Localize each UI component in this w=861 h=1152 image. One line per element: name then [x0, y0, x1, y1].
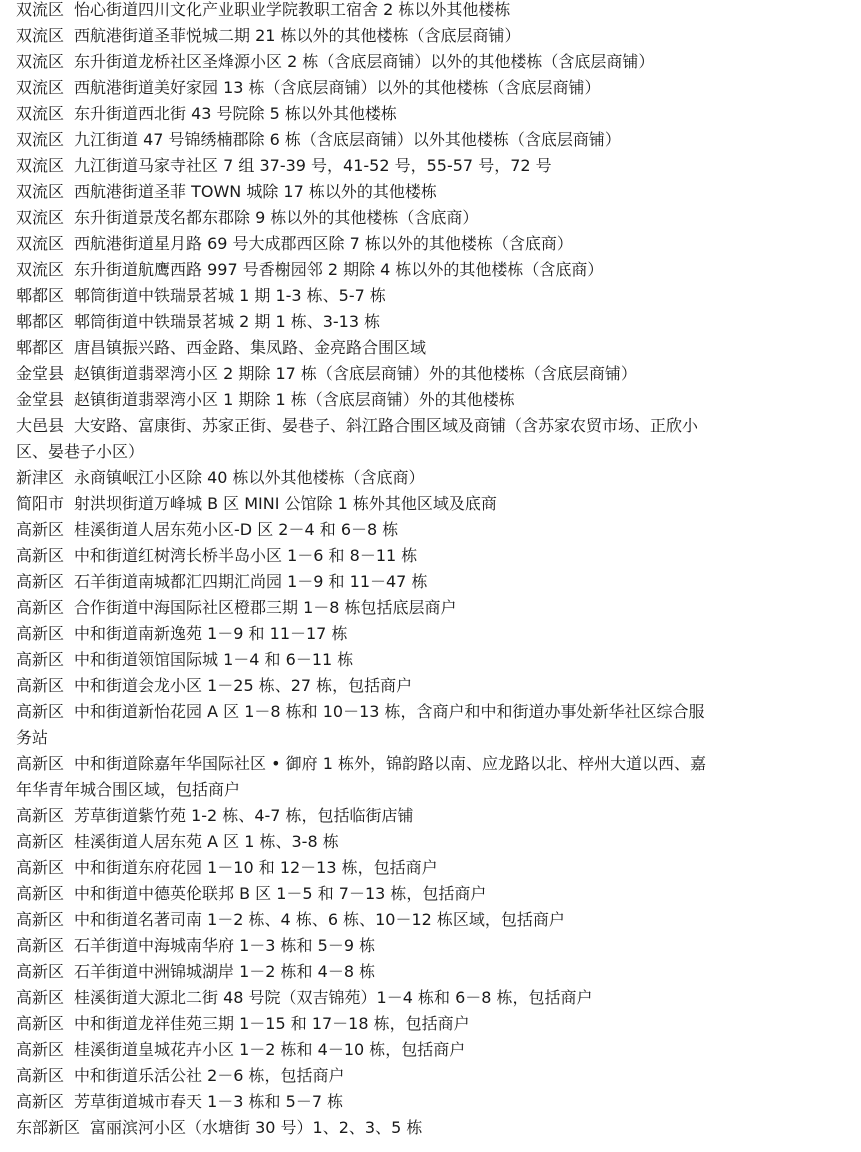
list-item [16, 309, 846, 335]
list-item [16, 387, 846, 413]
district-label: 高新区 [16, 702, 65, 721]
list-item [16, 1037, 846, 1063]
area-description: 东升街道景茂名都东郡除 9 栋以外的其他楼栋（含底商） [74, 208, 479, 227]
district-label: 新津区 [16, 468, 65, 487]
area-description: 东升街道龙桥社区圣烽源小区 2 栋（含底层商铺）以外的其他楼栋（含底层商铺） [74, 52, 655, 71]
area-description: 东升街道航鹰西路 997 号香榭园邻 2 期除 4 栋以外的其他楼栋（含底商） [74, 260, 604, 279]
district-label: 双流区 [16, 182, 65, 201]
district-label: 双流区 [16, 78, 65, 97]
list-item [16, 127, 846, 153]
list-item [16, 517, 846, 543]
district-label: 高新区 [16, 962, 65, 981]
district-label: 高新区 [16, 884, 65, 903]
district-label: 双流区 [16, 0, 65, 19]
area-description: 九江街道 47 号锦绣楠郡除 6 栋（含底层商铺）以外其他楼栋（含底层商铺） [74, 130, 621, 149]
district-label: 金堂县 [16, 364, 65, 383]
area-description: 中和街道乐活公社 2－6 栋，包括商户 [74, 1066, 345, 1085]
list-item [16, 23, 846, 49]
area-description: 中和街道中德英伦联邦 B 区 1－5 和 7－13 栋，包括商户 [74, 884, 487, 903]
district-label: 双流区 [16, 52, 65, 71]
area-description: 唐昌镇振兴路、西金路、集凤路、金亮路合围区域 [74, 338, 427, 357]
list-item [16, 595, 846, 621]
list-item [16, 959, 846, 985]
list-item [16, 933, 846, 959]
district-label: 郫都区 [16, 338, 65, 357]
district-label: 高新区 [16, 1092, 65, 1111]
district-label: 高新区 [16, 988, 65, 1007]
area-description: 桂溪街道人居东苑小区-D 区 2－4 和 6－8 栋 [74, 520, 399, 539]
district-label: 高新区 [16, 676, 65, 695]
district-label: 东部新区 [16, 1118, 81, 1137]
area-description: 西航港街道美好家园 13 栋（含底层商铺）以外的其他楼栋（含底层商铺） [74, 78, 601, 97]
area-description: 赵镇街道翡翠湾小区 1 期除 1 栋（含底层商铺）外的其他楼栋 [74, 390, 515, 409]
area-description: 永商镇岷江小区除 40 栋以外其他楼栋（含底商） [74, 468, 425, 487]
area-description: 桂溪街道人居东苑 A 区 1 栋、3-8 栋 [74, 832, 339, 851]
district-label: 高新区 [16, 546, 65, 565]
area-description: 大安路、富康街、苏家正街、晏巷子、斜江路合围区域及商铺（含苏家农贸市场、正欣小区、晏巷子小区） [16, 416, 699, 461]
area-description: 中和街道东府花园 1－10 和 12－13 栋，包括商户 [74, 858, 438, 877]
area-description: 中和街道红树湾长桥半岛小区 1－6 和 8－11 栋 [74, 546, 418, 565]
district-label: 高新区 [16, 1066, 65, 1085]
district-label: 大邑县 [16, 416, 65, 435]
list-item [16, 413, 716, 465]
district-label: 双流区 [16, 260, 65, 279]
area-description: 中和街道名著司南 1－2 栋、4 栋、6 栋、10－12 栋区域，包括商户 [74, 910, 565, 929]
district-label: 高新区 [16, 806, 65, 825]
area-description: 桂溪街道大源北二街 48 号院（双吉锦苑）1－4 栋和 6－8 栋，包括商户 [74, 988, 593, 1007]
area-description: 九江街道马家寺社区 7 组 37-39 号，41-52 号，55-57 号，72 号 [74, 156, 552, 175]
area-description: 石羊街道中洲锦城湖岸 1－2 栋和 4－8 栋 [74, 962, 376, 981]
area-description: 石羊街道南城都汇四期汇尚园 1－9 和 11－47 栋 [74, 572, 428, 591]
list-item [16, 361, 846, 387]
list-item [16, 335, 846, 361]
district-label: 高新区 [16, 1014, 65, 1033]
list-item [16, 803, 846, 829]
list-item [16, 75, 846, 101]
area-description: 中和街道领馆国际城 1－4 和 6－11 栋 [74, 650, 354, 669]
district-label: 郫都区 [16, 312, 65, 331]
district-label: 双流区 [16, 130, 65, 149]
district-label: 高新区 [16, 572, 65, 591]
district-label: 高新区 [16, 936, 65, 955]
area-description: 芳草街道城市春天 1－3 栋和 5－7 栋 [74, 1092, 344, 1111]
area-description: 中和街道新怡花园 A 区 1－8 栋和 10－13 栋，含商户和中和街道办事处新华社区综合服务站 [16, 702, 705, 747]
list-item [16, 1011, 846, 1037]
list-item [16, 205, 846, 231]
list-item [16, 153, 846, 179]
area-description: 郫筒街道中铁瑞景茗城 1 期 1-3 栋、5-7 栋 [74, 286, 386, 305]
district-label: 双流区 [16, 156, 65, 175]
area-description: 中和街道会龙小区 1－25 栋、27 栋，包括商户 [74, 676, 413, 695]
list-item [16, 621, 846, 647]
area-description: 赵镇街道翡翠湾小区 2 期除 17 栋（含底层商铺）外的其他楼栋（含底层商铺） [74, 364, 637, 383]
district-label: 高新区 [16, 910, 65, 929]
area-description: 怡心街道四川文化产业职业学院教职工宿舍 2 栋以外其他楼栋 [74, 0, 511, 19]
list-item [16, 1063, 846, 1089]
list-item [16, 855, 846, 881]
district-label: 高新区 [16, 624, 65, 643]
area-description: 西航港街道星月路 69 号大成郡西区除 7 栋以外的其他楼栋（含底商） [74, 234, 573, 253]
area-description: 桂溪街道皇城花卉小区 1－2 栋和 4－10 栋，包括商户 [74, 1040, 466, 1059]
district-label: 金堂县 [16, 390, 65, 409]
list-item [16, 101, 846, 127]
list-item [16, 907, 846, 933]
district-label: 高新区 [16, 650, 65, 669]
district-label: 高新区 [16, 832, 65, 851]
area-description: 中和街道除嘉年华国际社区 • 御府 1 栋外，锦韵路以南、应龙路以北、梓州大道以西、嘉年华青年城合围区域，包括商户 [16, 754, 706, 799]
area-description: 中和街道龙祥佳苑三期 1－15 和 17－18 栋，包括商户 [74, 1014, 470, 1033]
area-description: 中和街道南新逸苑 1－9 和 11－17 栋 [74, 624, 348, 643]
district-label: 高新区 [16, 598, 65, 617]
district-label: 高新区 [16, 754, 65, 773]
area-description: 郫筒街道中铁瑞景茗城 2 期 1 栋、3-13 栋 [74, 312, 381, 331]
district-label: 简阳市 [16, 494, 65, 513]
list-item [16, 699, 716, 751]
area-description: 西航港街道圣菲 TOWN 城除 17 栋以外的其他楼栋 [74, 182, 437, 201]
district-label: 双流区 [16, 234, 65, 253]
list-item [16, 647, 846, 673]
list-item [16, 465, 846, 491]
list-item [16, 257, 846, 283]
list-item [16, 179, 846, 205]
district-label: 高新区 [16, 520, 65, 539]
list-item [16, 569, 846, 595]
list-item [16, 1089, 846, 1115]
district-label: 双流区 [16, 104, 65, 123]
district-label: 高新区 [16, 1040, 65, 1059]
area-description: 合作街道中海国际社区橙郡三期 1－8 栋包括底层商户 [74, 598, 457, 617]
list-item [16, 673, 846, 699]
list-item [16, 829, 846, 855]
area-description: 东升街道西北街 43 号院除 5 栋以外其他楼栋 [74, 104, 397, 123]
district-label: 双流区 [16, 26, 65, 45]
district-label: 郫都区 [16, 286, 65, 305]
list-item [16, 751, 716, 803]
list-item [16, 231, 846, 257]
list-item [16, 543, 846, 569]
district-label: 高新区 [16, 858, 65, 877]
list-item [16, 491, 846, 517]
area-description: 富丽滨河小区（水塘街 30 号）1、2、3、5 栋 [90, 1118, 423, 1137]
district-label: 双流区 [16, 208, 65, 227]
list-item [16, 1115, 846, 1141]
list-item [16, 283, 846, 309]
list-item [16, 985, 846, 1011]
list-item [16, 49, 846, 75]
area-description: 芳草街道紫竹苑 1-2 栋、4-7 栋，包括临街店铺 [74, 806, 414, 825]
area-list [16, 0, 846, 1141]
area-description: 石羊街道中海城南华府 1－3 栋和 5－9 栋 [74, 936, 376, 955]
area-description: 西航港街道圣菲悦城二期 21 栋以外的其他楼栋（含底层商铺） [74, 26, 521, 45]
list-item [16, 881, 846, 907]
area-description: 射洪坝街道万峰城 B 区 MINI 公馆除 1 栋外其他区域及底商 [74, 494, 497, 513]
list-item [16, 0, 846, 23]
